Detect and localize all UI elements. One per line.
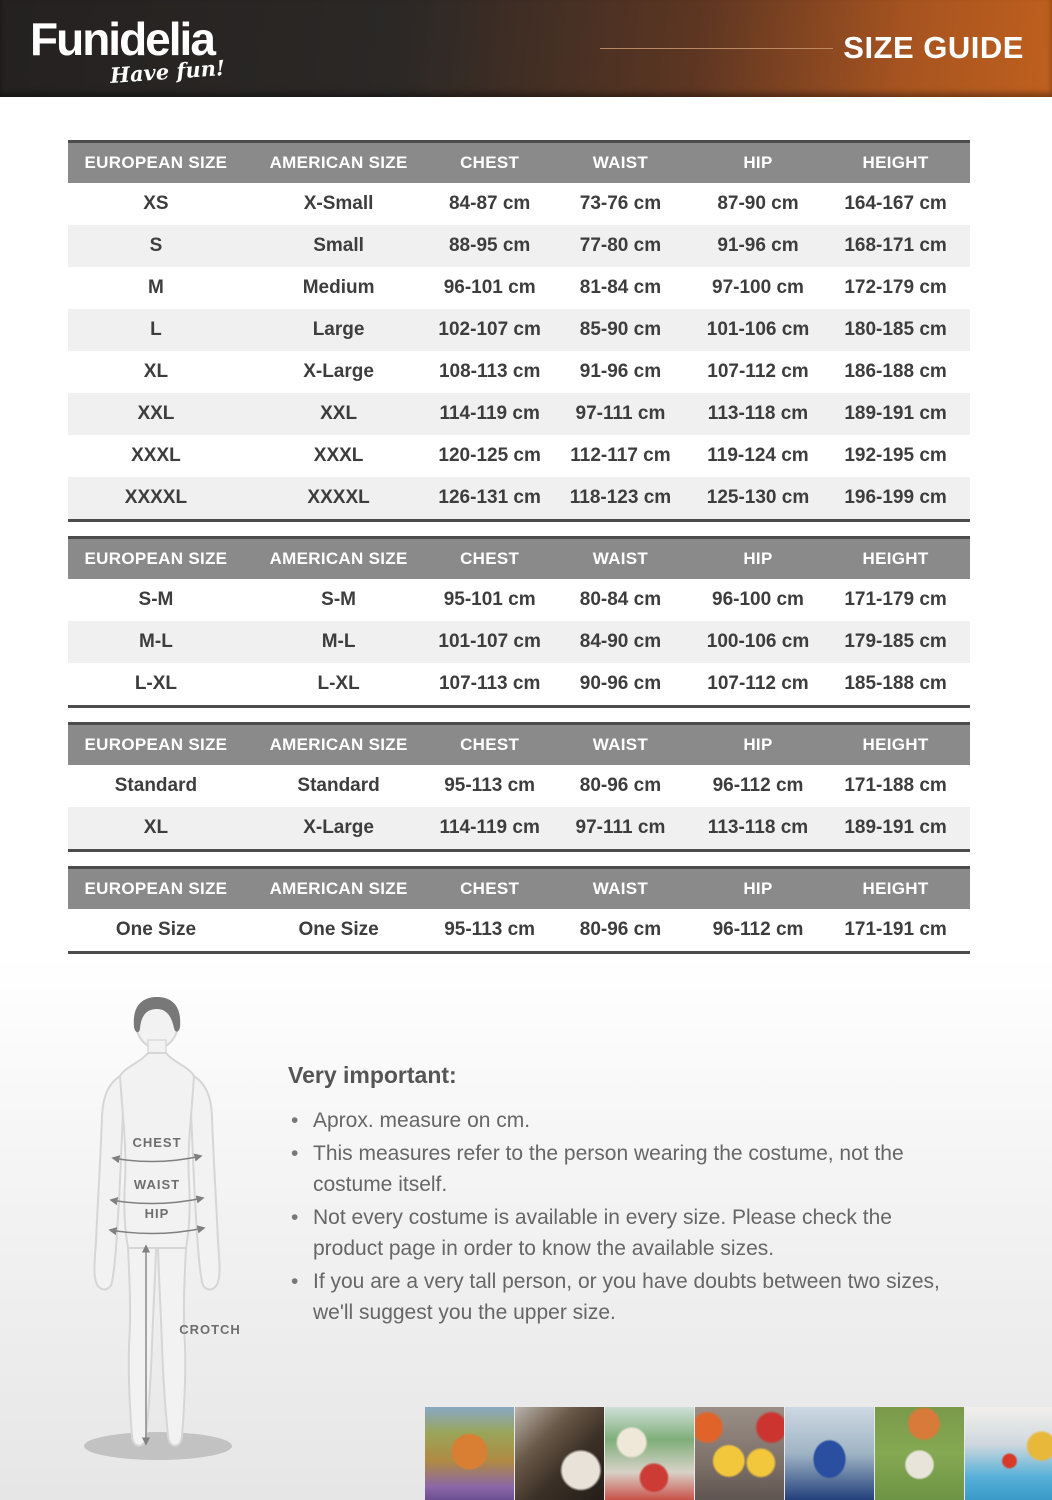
table-cell: 189-191 cm	[844, 403, 947, 424]
column-header: AMERICAN SIZE	[244, 142, 433, 184]
table-row	[68, 663, 970, 707]
table-cell: 85-90 cm	[579, 319, 662, 340]
table-row	[68, 267, 970, 309]
table-cell: One Size	[298, 919, 379, 940]
table-cell: XXXXL	[124, 487, 188, 508]
table-cell: One Size	[115, 919, 197, 940]
table-header-row	[68, 868, 970, 910]
power-rangers-costumes-photo	[605, 1407, 694, 1500]
table-cell: Small	[313, 235, 364, 256]
column-header: EUROPEAN SIZE	[68, 142, 244, 184]
figure-right-arm	[190, 1076, 220, 1290]
table-cell: 107-113 cm	[438, 673, 541, 694]
table-header-row	[68, 724, 970, 766]
column-header: WAIST	[546, 538, 695, 580]
table-cell: 96-101 cm	[443, 277, 536, 298]
table-cell: 192-195 cm	[844, 445, 947, 466]
column-header: CHEST	[433, 538, 546, 580]
table-cell: 179-185 cm	[844, 631, 947, 652]
size-tables	[68, 140, 970, 968]
notes-list	[288, 1105, 960, 1328]
page-title: SIZE GUIDE	[843, 30, 1024, 65]
table-cell: 101-106 cm	[706, 319, 810, 340]
table-row	[68, 765, 970, 807]
column-header: AMERICAN SIZE	[244, 724, 433, 766]
column-header: HEIGHT	[821, 142, 970, 184]
table-cell: 189-191 cm	[844, 817, 947, 838]
pj-masks-costume-photo	[785, 1407, 874, 1500]
table-cell: 101-107 cm	[438, 631, 541, 652]
size-table-combined-sizes	[68, 536, 970, 708]
header-divider-line	[600, 48, 833, 49]
table-cell: 171-188 cm	[844, 775, 947, 796]
table-cell: 125-130 cm	[706, 487, 810, 508]
table-cell: X-Large	[303, 817, 374, 838]
table-cell: 107-112 cm	[707, 361, 809, 382]
column-header: WAIST	[546, 142, 695, 184]
table-cell: 80-96 cm	[579, 775, 662, 796]
blanka-costume-photo	[875, 1407, 964, 1500]
table-row	[68, 351, 970, 393]
table-row	[68, 579, 970, 621]
chest-label: CHEST	[132, 1135, 182, 1150]
column-header: WAIST	[546, 724, 695, 766]
column-header: EUROPEAN SIZE	[68, 724, 244, 766]
size-table-standard-xl	[68, 722, 970, 852]
waist-label: WAIST	[133, 1177, 181, 1192]
table-cell: 107-112 cm	[707, 673, 809, 694]
table-cell: S-M	[138, 589, 174, 610]
table-cell: X-Small	[303, 193, 374, 214]
table-cell: 108-113 cm	[438, 361, 541, 382]
column-header: AMERICAN SIZE	[244, 868, 433, 910]
table-cell: 186-188 cm	[844, 361, 947, 382]
table-row	[68, 909, 970, 953]
table-cell: 113-118 cm	[707, 817, 809, 838]
table-cell: 196-199 cm	[844, 487, 947, 508]
table-cell: 171-191 cm	[844, 919, 947, 940]
table-header-row	[68, 142, 970, 184]
important-notes	[288, 1062, 960, 1330]
table-cell: 96-112 cm	[712, 919, 804, 940]
table-cell: M	[148, 277, 164, 298]
column-header: EUROPEAN SIZE	[68, 538, 244, 580]
table-cell: 84-90 cm	[579, 631, 662, 652]
table-cell: 80-84 cm	[579, 589, 662, 610]
smurfs-costumes-photo	[965, 1407, 1052, 1500]
table-cell: 95-113 cm	[444, 919, 536, 940]
table-row	[68, 807, 970, 851]
table-cell: 168-171 cm	[844, 235, 947, 256]
table-cell: 96-100 cm	[712, 589, 804, 610]
figure-right-leg	[158, 1248, 186, 1446]
hip-label: HIP	[144, 1206, 170, 1221]
note-item: • Aprox. measure on cm.	[288, 1105, 960, 1136]
table-cell: 113-118 cm	[707, 403, 809, 424]
table-cell: Standard	[114, 775, 198, 796]
column-header: AMERICAN SIZE	[244, 538, 433, 580]
logo-tagline: Have fun!	[109, 55, 226, 88]
table-row	[68, 225, 970, 267]
table-cell: 87-90 cm	[717, 193, 799, 214]
table-cell: 118-123 cm	[569, 487, 672, 508]
table-cell: 171-179 cm	[844, 589, 947, 610]
column-header: CHEST	[433, 142, 546, 184]
column-header: HIP	[695, 538, 821, 580]
costume-thumbnails	[425, 1407, 1052, 1500]
table-cell: M-L	[139, 631, 173, 652]
column-header: WAIST	[546, 868, 695, 910]
column-header: HIP	[695, 724, 821, 766]
table-cell: 95-101 cm	[443, 589, 536, 610]
table-row	[68, 621, 970, 663]
table-cell: XL	[143, 817, 169, 838]
bottom-section	[0, 956, 1052, 1500]
column-header: HIP	[695, 868, 821, 910]
table-cell: 112-117 cm	[570, 445, 671, 466]
table-row	[68, 477, 970, 521]
column-header: CHEST	[433, 868, 546, 910]
table-cell: 84-87 cm	[448, 193, 531, 214]
notes-title: Very important:	[288, 1062, 457, 1088]
header-bar	[0, 0, 1052, 97]
table-cell: Large	[312, 319, 365, 340]
table-cell: 185-188 cm	[844, 673, 947, 694]
column-header: HEIGHT	[821, 538, 970, 580]
column-header: CHEST	[433, 724, 546, 766]
table-cell: 97-111 cm	[575, 403, 666, 424]
table-cell: 88-95 cm	[448, 235, 531, 256]
column-header: HEIGHT	[821, 724, 970, 766]
note-item: • Not every costume is available in every size. Please check the product page in order to know the available sizes.	[288, 1202, 960, 1264]
table-cell: 180-185 cm	[844, 319, 947, 340]
note-item: • If you are a very tall person, or you have doubts between two sizes, we'll suggest you the upper size.	[288, 1266, 960, 1328]
column-header: HIP	[695, 142, 821, 184]
column-header: HEIGHT	[821, 868, 970, 910]
dragon-ball-costume-photo	[425, 1407, 514, 1500]
table-cell: XXXL	[131, 445, 181, 466]
table-cell: Medium	[302, 277, 375, 298]
table-cell: 96-112 cm	[712, 775, 804, 796]
table-cell: 102-107 cm	[438, 319, 541, 340]
table-cell: XS	[143, 193, 169, 214]
table-row	[68, 183, 970, 225]
table-cell: M-L	[321, 631, 356, 652]
table-cell: 91-96 cm	[579, 361, 662, 382]
table-cell: XXXL	[313, 445, 364, 466]
table-cell: 114-119 cm	[439, 817, 540, 838]
table-cell: 126-131 cm	[438, 487, 541, 508]
figure-shadow	[84, 1432, 232, 1460]
figure-left-arm	[94, 1076, 124, 1290]
table-cell: XL	[143, 361, 169, 382]
table-cell: 119-124 cm	[707, 445, 809, 466]
body-measurement-figure	[70, 996, 250, 1466]
size-table-standard-sizes	[68, 140, 970, 522]
table-cell: L-XL	[134, 673, 178, 694]
table-cell: 97-111 cm	[575, 817, 666, 838]
table-cell: 77-80 cm	[579, 235, 662, 256]
table-cell: L	[150, 319, 162, 340]
table-cell: 172-179 cm	[844, 277, 947, 298]
star-wars-costumes-photo	[515, 1407, 604, 1500]
table-row	[68, 435, 970, 477]
column-header: EUROPEAN SIZE	[68, 868, 244, 910]
table-cell: 91-96 cm	[717, 235, 799, 256]
pacman-costumes-photo	[695, 1407, 784, 1500]
table-cell: XXXXL	[307, 487, 370, 508]
table-cell: 164-167 cm	[844, 193, 947, 214]
size-table-one-size	[68, 866, 970, 954]
table-cell: Standard	[297, 775, 380, 796]
table-cell: 120-125 cm	[438, 445, 541, 466]
table-cell: L-XL	[317, 673, 360, 694]
table-row	[68, 309, 970, 351]
table-cell: 95-113 cm	[444, 775, 536, 796]
note-item: • This measures refer to the person wearing the costume, not the costume itself.	[288, 1138, 960, 1200]
funidelia-logo: Funidelia	[30, 13, 214, 65]
table-row	[68, 393, 970, 435]
table-cell: S	[149, 235, 163, 256]
table-cell: 100-106 cm	[706, 631, 810, 652]
table-cell: XXL	[320, 403, 358, 424]
table-cell: 97-100 cm	[712, 277, 804, 298]
table-cell: X-Large	[303, 361, 374, 382]
table-cell: 81-84 cm	[579, 277, 662, 298]
table-header-row	[68, 538, 970, 580]
table-cell: 73-76 cm	[579, 193, 662, 214]
table-cell: S-M	[321, 589, 356, 610]
table-cell: XXL	[137, 403, 175, 424]
figure-left-leg	[128, 1248, 156, 1446]
table-cell: 114-119 cm	[439, 403, 540, 424]
table-cell: 80-96 cm	[579, 919, 662, 940]
crotch-label: CROTCH	[179, 1322, 241, 1337]
table-cell: 90-96 cm	[579, 673, 662, 694]
